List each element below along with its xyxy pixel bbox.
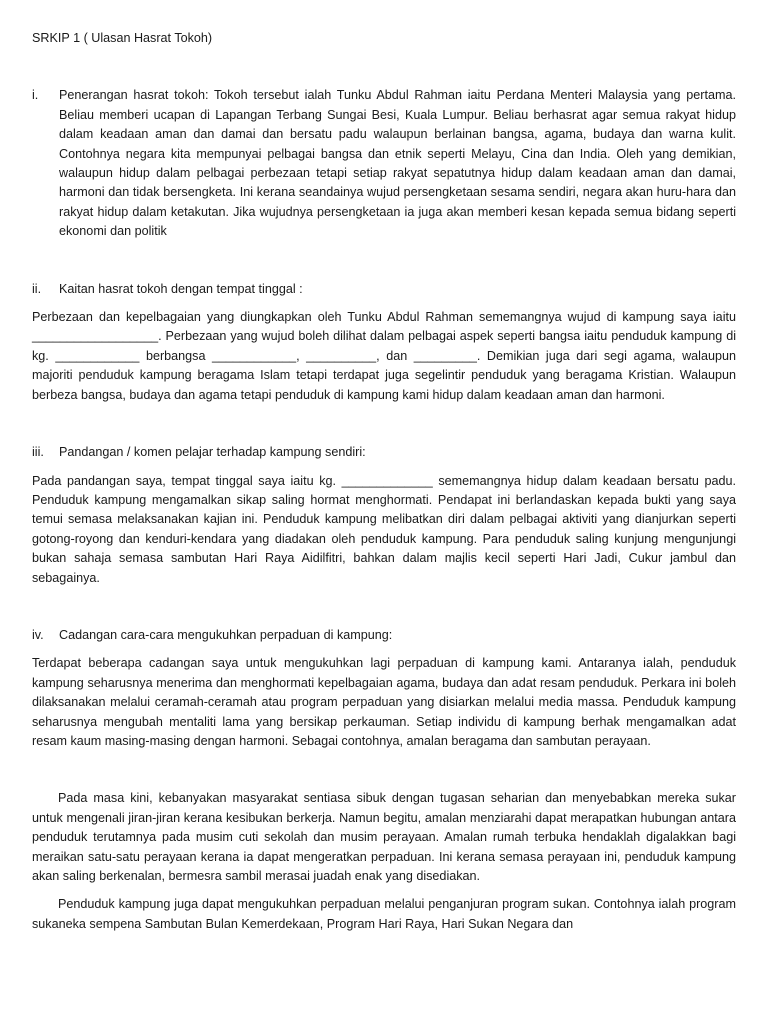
body-paragraph: Pada masa kini, kebanyakan masyarakat sentiasa sibuk dengan tugasan seharian dan menyebabkan mereka sukar untuk mengenali jiran-jiran kerana kesibukan berkerja. Namun begitu, amalan menziarahi dapat merapatkan hubungan antara penduduk terutamnya pada musim cuti sekolah dan musim perayaan. Amalan rumah terbuka hendaklah digalakkan bagi meraikan satu-satu perayaan kerana ia dapat mengeratkan perpaduan. Ini kerana semasa perayaan ini, penduduk kampung akan saling berkenalan, bermesra sambil merasai juadah enak yang disediakan.: [32, 791, 736, 883]
body-paragraph: Penduduk kampung juga dapat mengukuhkan perpaduan melalui penganjuran program sukan. Contohnya ialah program sukaneka sempena Sambutan Bulan Kemerdekaan, Program Hari Raya, Hari Sukan Negara dan: [32, 897, 736, 931]
section-paragraph: Penerangan hasrat tokoh: Tokoh tersebut ialah Tunku Abdul Rahman iaitu Perdana Menteri Malaysia yang pertama. Beliau memberi ucapan di Lapangan Terbang Sungai Besi, Kuala Lumpur. Beliau berhasrat agar semua rakyat hidup dalam keadaan aman dan damai dan bersatu padu walaupun berlainan bangsa, agama, budaya dan warna kulit. Contohnya negara kita mempunyai pelbagai bangsa dan etnik seperti Melayu, Cina dan India. Oleh yang demikian, walaupun hidup dalam pelbagai perbezaan tetapi setiap rakyat sepatutnya hidup dalam keadaan aman dan damai, harmoni dan tidak bersengketa. Ini kerana seandainya wujud persengketaan sesama sendiri, negara akan huru-hara dan rakyat hidup dalam ketakutan. Jika wujudnya persengketaan ia juga akan memberi kesan kepada semua bidang seperti ekonomi dan politik: [59, 88, 736, 239]
section-paragraph: Perbezaan dan kepelbagaian yang diungkapkan oleh Tunku Abdul Rahman sememangnya wujud di kampung saya iaitu __________________. Perbezaan yang wujud boleh dilihat dalam pelbagai aspek seperti bangsa iaitu penduduk kampung di kg. ____________ berbangsa ____________, __________, dan _________. Demikian juga dari segi agama, walaupun majoriti penduduk kampung beragama Islam tetapi terdapat juga segelintir penduduk yang beragama Kristian. Walaupun berbeza bangsa, budaya dan agama tetapi penduduk di kampung kami hidup dalam keadaan aman dan harmoni.: [32, 310, 736, 402]
section-number: iii.: [32, 445, 44, 460]
section-heading-text: Cadangan cara-cara mengukuhkan perpaduan di kampung:: [59, 627, 393, 642]
section-i: [32, 86, 736, 241]
section-heading-text: Kaitan hasrat tokoh dengan tempat tinggal :: [59, 281, 303, 296]
section-iv-heading: [32, 626, 736, 645]
document-page: [32, 29, 736, 934]
section-number: i.: [32, 88, 39, 103]
section-paragraph: Pada pandangan saya, tempat tinggal saya iaitu kg. _____________ sememangnya hidup dalam keadaan bersatu padu. Penduduk kampung mengamalkan sikap saling hormat menghormati. Pendapat ini berlandaskan kepada bukti yang saya temui semasa melaksanakan kajian ini. Penduduk kampung melibatkan diri dalam pelbagai aktiviti yang dianjurkan seperti gotong-royong dan kenduri-kendara yang diadakan oleh penduduk kampung. Para penduduk saling kunjung mengunjungi bukan sahaja semasa sambutan Hari Raya Aidilfitri, bahkan dalam majlis kecil seperti Hari Jadi, Cukur jambul dan sebagainya.: [32, 473, 736, 585]
section-paragraph: Terdapat beberapa cadangan saya untuk mengukuhkan lagi perpaduan di kampung kami. Antaranya ialah, penduduk kampung seharusnya menerima dan menghormati kepelbagaian agama, budaya dan adat resam penduduk. Perkara ini boleh dilaksanakan melalui ceramah-ceramah atau program perpaduan yang disiarkan melalui media massa. Penduduk kampung seharusnya mengubah mentaliti lama yang bersikap perkauman. Setiap individu di kampung berhak mengamalkan adat resam kaum masing-masing dengan harmoni. Sebagai contohnya, amalan beragama dan sambutan perayaan.: [32, 656, 736, 748]
document-title: SRKIP 1 ( Ulasan Hasrat Tokoh): [32, 31, 213, 45]
section-heading-text: Pandangan / komen pelajar terhadap kampung sendiri:: [59, 445, 366, 460]
section-iii-heading: [32, 443, 736, 462]
section-number: iv.: [32, 627, 44, 642]
section-ii-heading: [32, 280, 736, 299]
section-number: ii.: [32, 281, 42, 296]
